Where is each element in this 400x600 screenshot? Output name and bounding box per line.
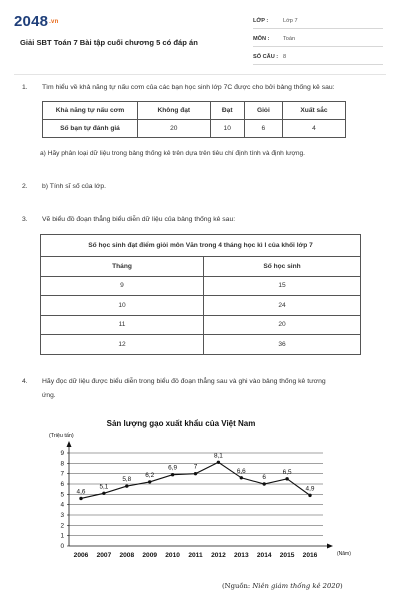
meta-row-count — [253, 50, 383, 65]
y-tick-label: 0 — [60, 543, 64, 550]
table-row — [43, 120, 346, 138]
y-tick-label: 7 — [60, 470, 64, 478]
data-point — [217, 461, 220, 464]
x-tick-label: 2006 — [73, 552, 89, 559]
logo-suffix: .vn — [49, 19, 59, 26]
table-cell: 20 — [204, 315, 361, 335]
y-axis-label: (Triệu tấn) — [49, 433, 74, 439]
table-cell: 11 — [41, 315, 204, 335]
meta-value: Lớp 7 — [283, 18, 298, 24]
table-cell: Số bạn tự đánh giá — [43, 120, 138, 138]
question-number: 1. — [22, 84, 28, 91]
data-point — [171, 473, 174, 476]
table-header-cell: Đạt — [210, 102, 244, 120]
question-text: Hãy đọc dữ liệu được biểu diễn trong biểu đồ đoạn thẳng sau và ghi vào bảng thống kê tương — [42, 378, 326, 385]
data-point — [148, 480, 151, 483]
source-suffix: ) — [339, 582, 343, 590]
logo-text: 2048 — [14, 13, 49, 30]
meta-row-class — [253, 14, 383, 29]
line-chart — [33, 412, 363, 570]
data-label: 8,1 — [213, 452, 223, 460]
question-text: Tìm hiểu về khả năng tự nấu cơm của các bạn học sinh lớp 7C được cho bởi bảng thống kê sau: — [42, 84, 335, 91]
data-label: 6 — [262, 474, 266, 481]
data-label: 5,8 — [122, 476, 132, 484]
site-logo[interactable] — [14, 13, 58, 30]
x-tick-label: 2016 — [302, 552, 318, 559]
x-tick-label: 2015 — [279, 552, 295, 559]
data-label: 6,6 — [236, 467, 246, 475]
table-cell: 4 — [282, 120, 345, 138]
table-header-cell: Giỏi — [244, 102, 282, 120]
data-label: 6,9 — [168, 464, 178, 472]
table-row — [41, 296, 361, 316]
table-header-cell: Không đạt — [138, 102, 211, 120]
meta-value: Toán — [283, 36, 296, 42]
x-axis-label: (Năm) — [337, 551, 351, 557]
question-number: 4. — [22, 378, 28, 385]
data-point — [285, 477, 288, 480]
meta-key: SỐ CÂU : — [253, 54, 279, 60]
data-label: 4,9 — [305, 485, 315, 493]
chart-source — [222, 582, 343, 590]
question-number: 3. — [22, 216, 28, 223]
data-point — [240, 476, 243, 479]
y-tick-label: 9 — [60, 450, 64, 457]
table-row — [41, 335, 361, 355]
y-tick-label: 5 — [60, 491, 64, 499]
table-cell: 10 — [210, 120, 244, 138]
meta-info — [253, 14, 383, 68]
x-tick-label: 2008 — [119, 552, 135, 559]
table-cell: 12 — [41, 335, 204, 355]
table-caption: Số học sinh đạt điểm giỏi môn Văn trong 4 tháng học kì I của khối lớp 7 — [41, 235, 361, 257]
table-cell: 20 — [138, 120, 211, 138]
chart-title: Sản lượng gạo xuất khẩu của Việt Nam — [106, 419, 256, 428]
y-tick-label: 8 — [60, 460, 64, 468]
table-cell: 36 — [204, 335, 361, 355]
question-text: Vẽ biểu đồ đoạn thẳng biểu diễn dữ liệu của bảng thống kê sau: — [42, 216, 236, 223]
table-header-cell: Số học sinh — [204, 257, 361, 277]
data-point — [263, 482, 266, 485]
table-cell: 15 — [204, 276, 361, 296]
source-prefix: (Nguồn: — [222, 582, 253, 590]
data-label: 4,6 — [76, 488, 86, 496]
question-text-continued: ứng. — [42, 392, 56, 399]
question-text: b) Tính sĩ số của lớp. — [42, 183, 107, 190]
question-1-subpart: a) Hãy phân loại dữ liệu trong bảng thống kê trên dựa trên tiêu chí định tính và định lượng. — [40, 150, 305, 157]
table-header-cell: Xuất sắc — [282, 102, 345, 120]
x-tick-label: 2014 — [256, 552, 272, 559]
data-label: 7 — [193, 463, 198, 471]
x-tick-label: 2007 — [96, 552, 112, 559]
table-header-cell: Khả năng tự nấu cơm — [43, 102, 138, 120]
data-point — [79, 497, 82, 500]
meta-value: 8 — [283, 54, 287, 60]
data-point — [308, 494, 311, 497]
meta-row-subject — [253, 32, 383, 47]
y-tick-label: 3 — [60, 512, 64, 519]
y-tick-label: 1 — [60, 532, 64, 540]
x-axis-arrow — [327, 544, 333, 549]
data-label: 5,1 — [99, 483, 109, 491]
meta-key: LỚP : — [253, 18, 269, 24]
table-caption-row — [41, 235, 361, 257]
y-axis-arrow — [67, 441, 72, 447]
table-header-row — [43, 102, 346, 120]
table-cooking-skill — [42, 101, 346, 138]
y-tick-label: 4 — [60, 501, 64, 509]
x-tick-label: 2010 — [165, 552, 180, 559]
x-tick-label: 2009 — [142, 552, 158, 559]
meta-key: MÔN : — [253, 36, 270, 42]
table-literature-students — [40, 234, 361, 355]
table-row — [41, 276, 361, 296]
x-tick-label: 2012 — [211, 552, 226, 559]
data-point — [102, 492, 105, 495]
header-divider — [14, 74, 386, 75]
data-point — [194, 472, 197, 475]
data-point — [125, 484, 128, 487]
table-cell: 24 — [204, 296, 361, 316]
table-header-row — [41, 257, 361, 277]
x-tick-label: 2013 — [233, 552, 249, 559]
y-tick-labels — [60, 450, 64, 550]
x-tick-labels — [74, 552, 318, 559]
chart-axes — [67, 441, 334, 549]
y-tick-label: 6 — [60, 481, 64, 488]
x-tick-label: 2011 — [188, 552, 203, 559]
document-title: Giải SBT Toán 7 Bài tập cuối chương 5 có đáp án — [20, 38, 198, 47]
data-label: 6,5 — [282, 468, 292, 476]
question-number: 2. — [22, 183, 28, 190]
table-header-cell: Tháng — [41, 257, 204, 277]
table-cell: 9 — [41, 276, 204, 296]
table-cell: 6 — [244, 120, 282, 138]
source-title: Niên giám thống kê 2020 — [252, 582, 340, 590]
y-tick-label: 2 — [60, 522, 64, 530]
table-cell: 10 — [41, 296, 204, 316]
data-label: 6,2 — [145, 471, 155, 479]
table-row — [41, 315, 361, 335]
